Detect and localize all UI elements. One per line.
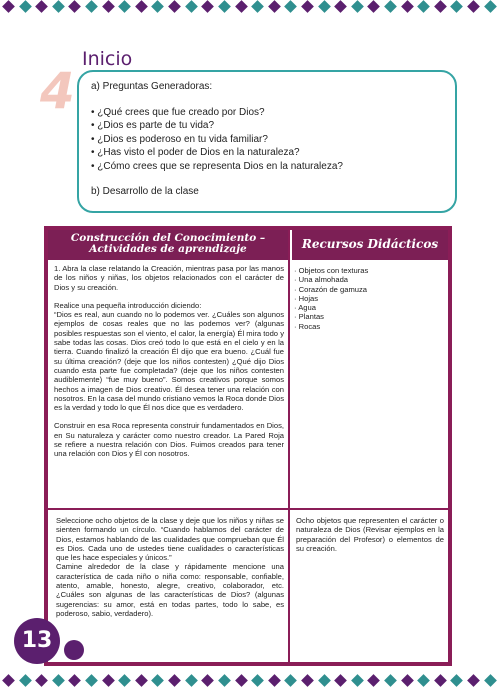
- border-diamond: [451, 674, 464, 687]
- section-title: Inicio: [82, 48, 133, 70]
- border-diamond: [368, 0, 381, 13]
- border-diamond: [467, 0, 480, 13]
- border-diamond: [185, 674, 198, 687]
- border-diamond: [69, 674, 82, 687]
- resource-item: · Objetos con texturas: [294, 266, 369, 275]
- border-diamond: [19, 674, 32, 687]
- question-item: • ¿Cómo crees que se representa Dios en la naturaleza?: [91, 160, 343, 172]
- resource-item: · Plantas: [294, 312, 324, 322]
- header-construction: Construcción del Conocimiento – Actividades de aprendizaje: [48, 230, 288, 260]
- question-item: • ¿Has visto el poder de Dios en la naturaleza?: [91, 147, 300, 158]
- border-diamond: [52, 0, 65, 13]
- border-diamond: [35, 674, 48, 687]
- column-divider: [288, 230, 290, 662]
- border-diamond: [118, 0, 131, 13]
- border-diamond: [384, 0, 397, 13]
- border-diamond: [152, 0, 165, 13]
- border-diamond: [185, 0, 198, 13]
- intro-box: [77, 70, 457, 213]
- activity-paragraph: Seleccione ocho objetos de la clase y deje que los niños y niñas se sienten formando un círculo. “Cuando hablamos del carácter de Dios, estamos hablando de las cualidades que comprueban que Él es Dios. Cada uno de ustedes tiene cualidades o características que les hace especiales y únicos.”: [56, 516, 284, 563]
- border-diamond: [417, 674, 430, 687]
- border-diamond: [168, 674, 181, 687]
- border-diamond: [467, 674, 480, 687]
- border-diamond: [218, 0, 231, 13]
- border-diamond: [85, 0, 98, 13]
- intro-heading-b: b) Desarrollo de la clase: [91, 186, 199, 197]
- border-diamond: [52, 674, 65, 687]
- resource-item: · Rocas: [294, 321, 321, 331]
- border-diamond: [268, 674, 281, 687]
- border-diamond: [102, 0, 115, 13]
- activity-paragraph: Construir en esa Roca representa construir fundamentados en Dios, en Su naturaleza y carácter como nuestro creador. La Pared Roja se refiere a nuestra relación con Dios. Fuimos creados para tener una relación con Dios y Él con nosotros.: [54, 421, 284, 459]
- border-diamond: [102, 674, 115, 687]
- questions-list: [91, 106, 443, 174]
- page-decor-dot: [64, 640, 84, 660]
- bottom-decorative-border: [0, 674, 499, 688]
- border-diamond: [434, 0, 447, 13]
- border-diamond: [85, 674, 98, 687]
- row-divider: [48, 508, 448, 510]
- border-diamond: [484, 0, 497, 13]
- border-diamond: [301, 674, 314, 687]
- border-diamond: [434, 674, 447, 687]
- question-item: • ¿Dios es parte de tu vida?: [91, 120, 215, 131]
- intro-heading-a: a) Preguntas Generadoras:: [91, 81, 213, 92]
- activities-table: [44, 226, 452, 666]
- border-diamond: [135, 0, 148, 13]
- page-number: 13: [14, 618, 60, 664]
- border-diamond: [152, 674, 165, 687]
- top-decorative-border: [0, 0, 499, 14]
- border-diamond: [218, 674, 231, 687]
- resource-paragraph: Ocho objetos que representen el carácter o naturaleza de Dios (Revisar ejemplos en la preparación del Profesor) o elementos de su creación.: [296, 516, 444, 553]
- border-diamond: [401, 674, 414, 687]
- border-diamond: [451, 0, 464, 13]
- border-diamond: [417, 0, 430, 13]
- border-diamond: [301, 0, 314, 13]
- border-diamond: [318, 674, 331, 687]
- activity-paragraph: 1. Abra la clase relatando la Creación, mientras pasa por las manos de los niños y niñas, los objetos relacionados con el carácter de Dios y su creación.: [54, 264, 284, 292]
- border-diamond: [251, 674, 264, 687]
- border-diamond: [201, 0, 214, 13]
- border-diamond: [69, 0, 82, 13]
- question-item: • ¿Dios es poderoso en tu vida familiar?: [91, 133, 268, 145]
- header-resources: Recursos Didácticos: [292, 230, 448, 260]
- resource-item: · Agua: [294, 303, 316, 313]
- border-diamond: [284, 0, 297, 13]
- border-diamond: [235, 674, 248, 687]
- border-diamond: [284, 674, 297, 687]
- border-diamond: [484, 674, 497, 687]
- section-number: 4: [40, 62, 75, 120]
- border-diamond: [201, 674, 214, 687]
- activity-paragraph: Camine alrededor de la clase y rápidamente mencione una característica de cada niño o niña como: responsable, confiable, atento, amable, honesto, alegre, creativo, colaborador, etc. ¿Cuáles son algunas de las características de Dios? (algunas sugerencias: su amor, está en todas partes, todo lo sabe, es poderoso, sabio, verdadero).: [56, 562, 284, 618]
- resources-list: [294, 266, 444, 331]
- border-diamond: [19, 0, 32, 13]
- resource-item: · Hojas: [294, 293, 319, 303]
- resource-item: · Una almohada: [294, 275, 349, 285]
- border-diamond: [351, 0, 364, 13]
- border-diamond: [268, 0, 281, 13]
- activity-paragraph: “Dios es real, aun cuando no lo podemos ver. ¿Cuáles son algunos ejemplos de cosas reales que no las podemos ver? (algunas posibles respuestas son el viento, el calor, la energía) Él mira todo y sabe todas las cosas. Dios creó todo lo que está en el cielo y en la tierra. Cuando finalizó la creación Él dijo que era bueno. ¿Cuál fue su última creación? (deje que los niños contesten) ¿Qué dijo Dios cuando esta parte fue completada? (deje que los niños contesten audiblemente) “fue muy bueno”. Somos creativos porque somos hechos a imagen de Dios creativo. Él desea tener una relación con nosotros. En la casa del mundo cristiano vemos la Roca donde Dios es la verdad y todo lo que Él nos dice que es verdadero.: [54, 310, 284, 413]
- border-diamond: [351, 674, 364, 687]
- activity-paragraph: Realice una pequeña introducción diciendo:: [54, 300, 202, 310]
- border-diamond: [334, 0, 347, 13]
- border-diamond: [168, 0, 181, 13]
- resources-cell-1: [294, 266, 444, 331]
- resources-cell-2: [296, 516, 444, 553]
- activity-cell-2: [56, 516, 284, 618]
- border-diamond: [318, 0, 331, 13]
- border-diamond: [251, 0, 264, 13]
- border-diamond: [2, 674, 15, 687]
- question-item: • ¿Qué crees que fue creado por Dios?: [91, 106, 265, 118]
- border-diamond: [384, 674, 397, 687]
- activity-cell-1: [54, 264, 284, 459]
- border-diamond: [2, 0, 15, 13]
- border-diamond: [35, 0, 48, 13]
- border-diamond: [368, 674, 381, 687]
- border-diamond: [235, 0, 248, 13]
- border-diamond: [135, 674, 148, 687]
- border-diamond: [334, 674, 347, 687]
- border-diamond: [118, 674, 131, 687]
- resource-item: · Corazón de gamuza: [294, 284, 368, 294]
- border-diamond: [401, 0, 414, 13]
